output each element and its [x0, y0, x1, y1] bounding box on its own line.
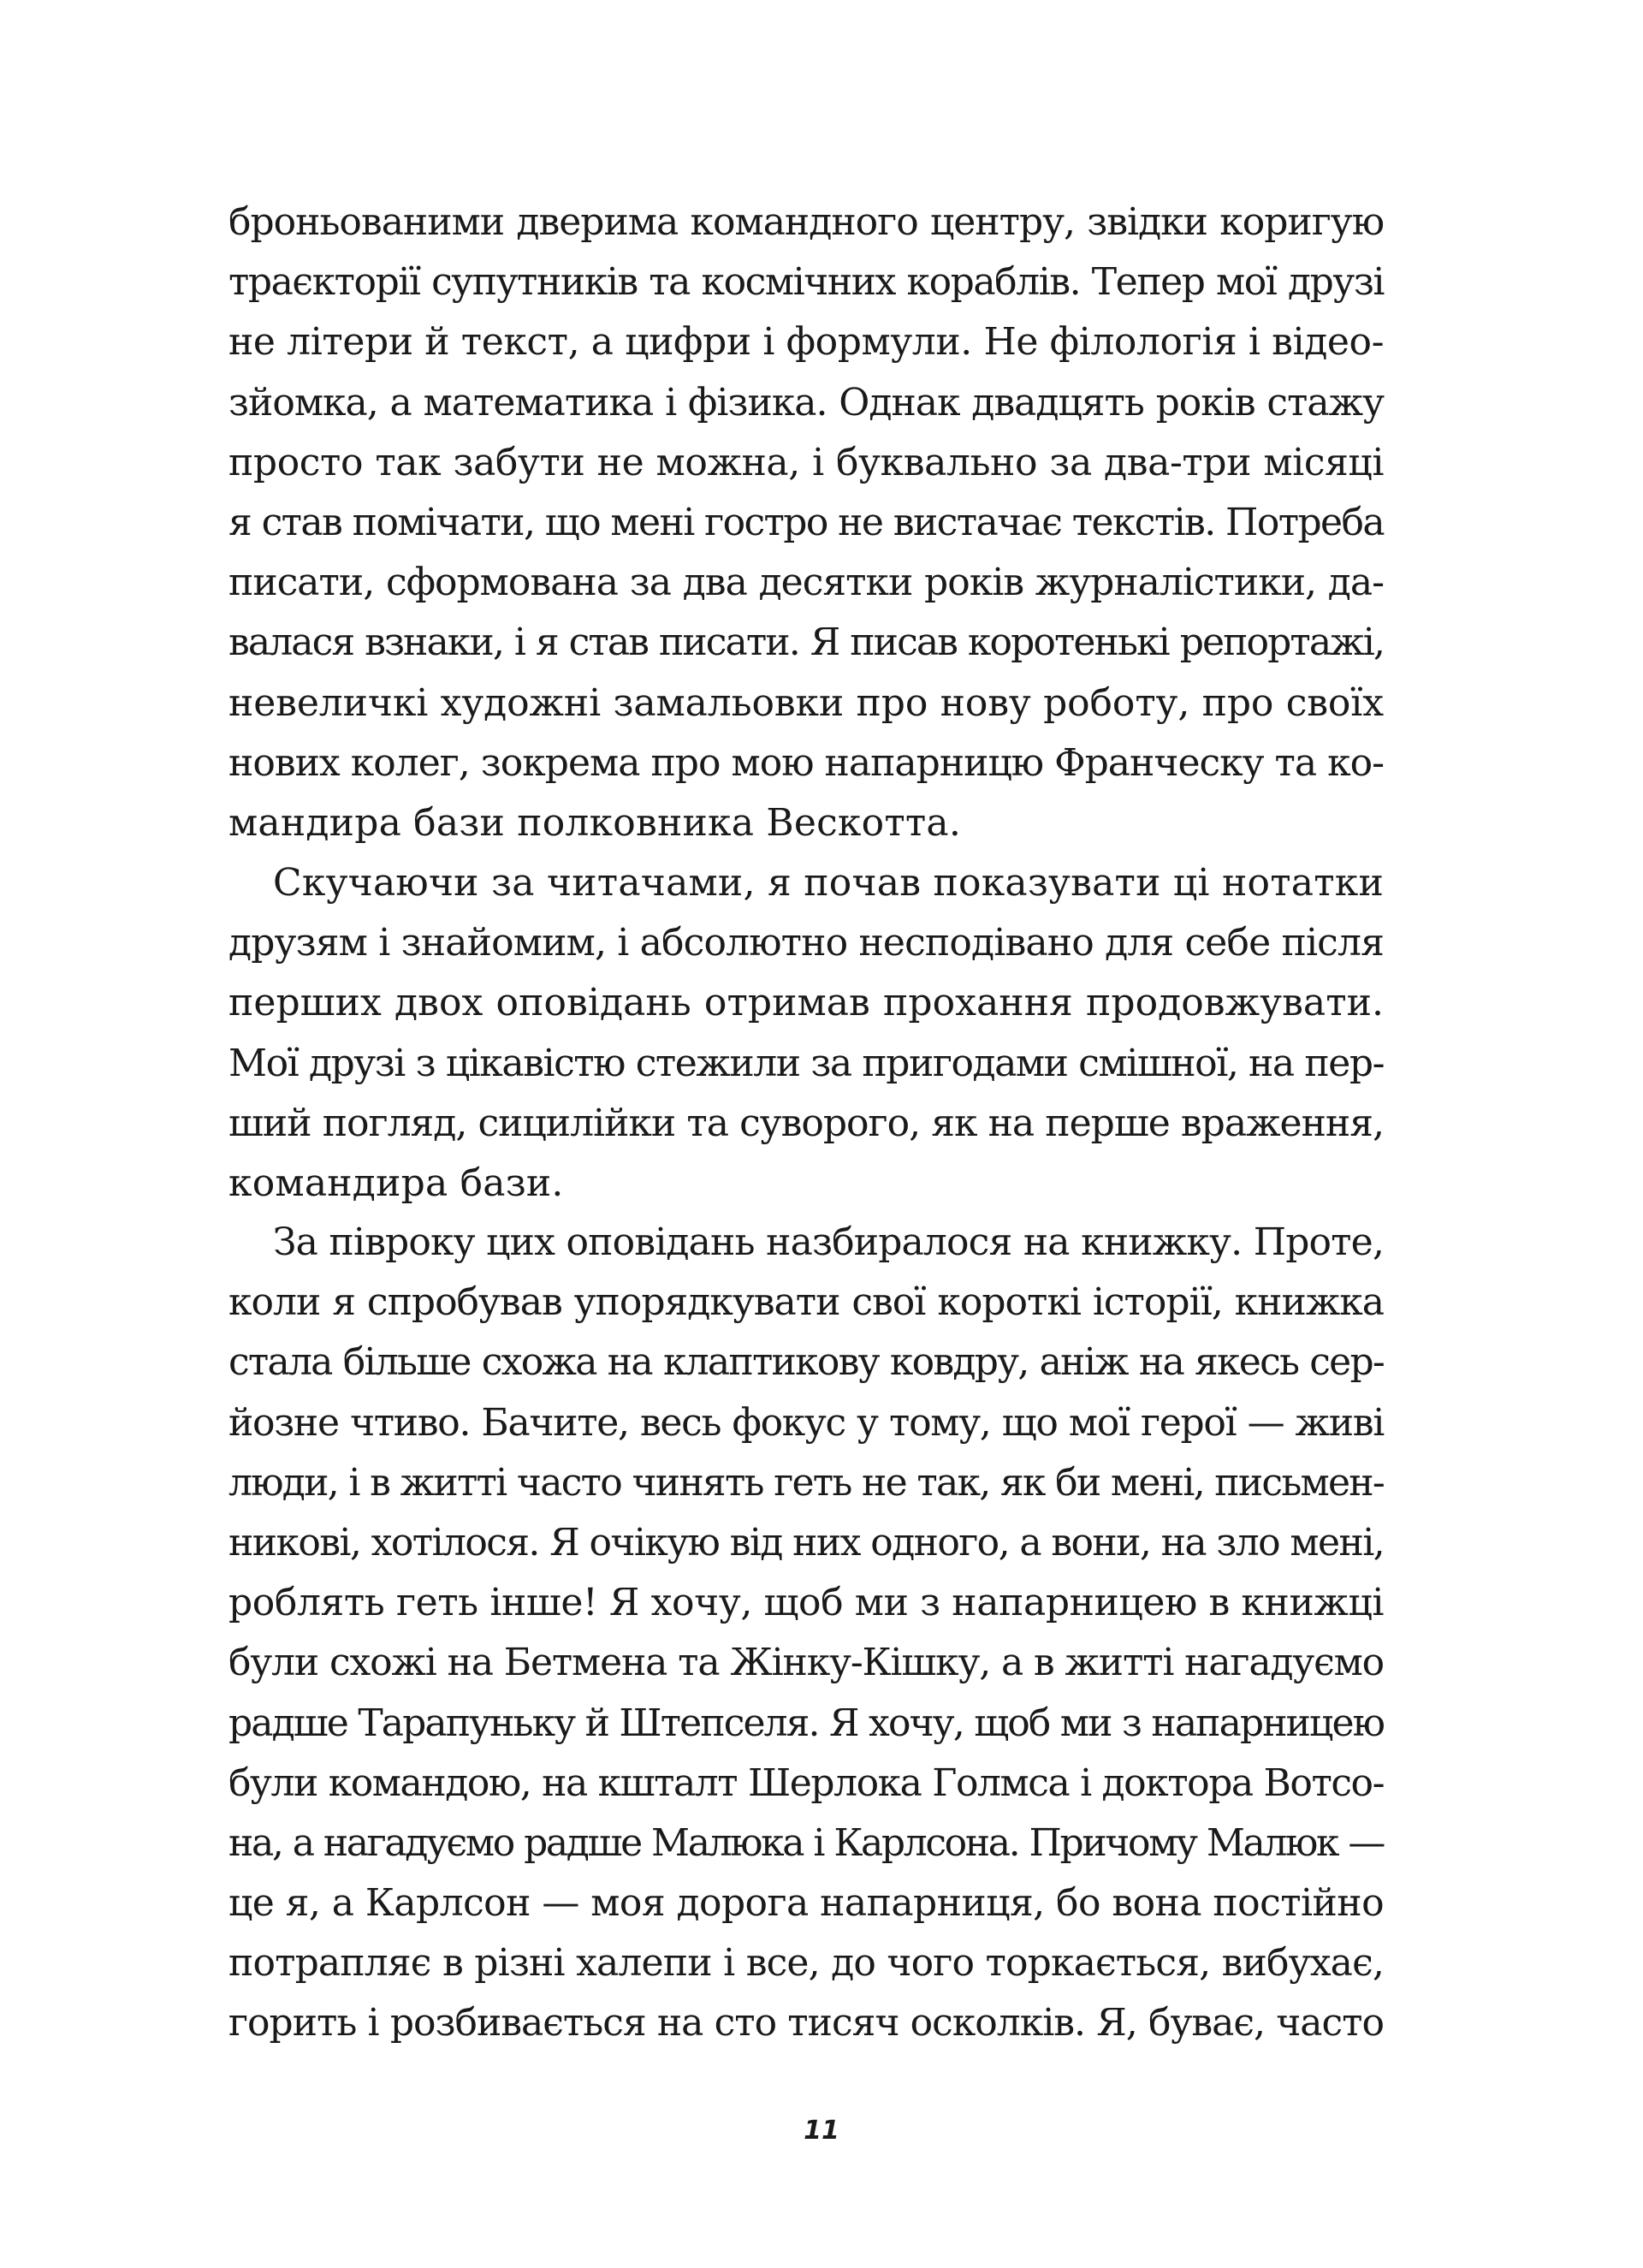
text-line: Мої друзі з цікавістю стежили за пригодами смішної, на пер- [228, 1041, 1384, 1085]
text-line: йозне чтиво. Бачите, весь фокус у тому, що мої герої — живі [228, 1400, 1384, 1445]
page-number: 11 [804, 2116, 839, 2146]
text-line: Скучаючи за читачами, я почав показувати ці нотатки [273, 861, 1384, 905]
text-line: роблять геть інше! Я хочу, щоб ми з напарницею в книжці [228, 1581, 1385, 1625]
text-line: траєкторії супутників та космічних кораблів. Тепер мої друзі [228, 260, 1384, 305]
text-line: мандира бази полковника Вескотта. [228, 800, 962, 845]
text-line: нових колег, зокрема про мою напарницю Франческу та ко- [228, 740, 1384, 785]
text-line: були схожі на Бетмена та Жінку-Кішку, а в житті нагадуємо [228, 1641, 1384, 1685]
text-line: никові, хотілося. Я очікую від них одного, а вони, на зло мені, [228, 1520, 1385, 1564]
text-line: люди, і в житті часто чинять геть не так, як би мені, письмен- [228, 1460, 1384, 1505]
text-line: на, а нагадуємо радше Малюка і Карлсона. Причому Малюк — [228, 1820, 1384, 1865]
paragraph-block-2 [228, 1213, 1384, 2054]
paragraph-block-1 [228, 193, 1384, 1214]
text-line: перших двох оповідань отримав прохання продовжувати. [228, 981, 1384, 1025]
text-line: зйомка, а математика і фізика. Однак двадцять років стажу [228, 380, 1384, 425]
text-line: не літери й текст, а цифри і формули. Не філологія і відео- [228, 320, 1385, 365]
text-line: радше Тарапуньку й Штепселя. Я хочу, щоб ми з напарницею [228, 1701, 1384, 1745]
text-line: броньованими дверима командного центру, звідки коригую [228, 200, 1384, 244]
text-line: командира бази. [228, 1161, 564, 1205]
text-line: горить і розбивається на сто тисяч осколків. Я, буває, часто [228, 2001, 1384, 2045]
text-line: невеличкі художні замальовки про нову роботу, про своїх [228, 680, 1384, 725]
text-line: стала більше схожа на клаптикову ковдру, аніж на якесь сер- [228, 1340, 1384, 1385]
text-line: валася взнаки, і я став писати. Я писав коротенькі репортажі, [228, 620, 1384, 665]
text-line: ший погляд, сицилійки та суворого, як на перше враження, [228, 1101, 1384, 1145]
text-line: друзям і знайомим, і абсолютно несподівано для себе після [228, 921, 1384, 965]
text-line: це я, а Карлсон — моя дорога напарниця, бо вона постійно [228, 1881, 1385, 1926]
text-line: я став помічати, що мені гостро не вистачає текстів. Потреба [228, 500, 1384, 544]
text-line: писати, сформована за два десятки років журналістики, да- [228, 561, 1384, 605]
text-line: потрапляє в різні халепи і все, до чого торкається, вибухає, [228, 1941, 1384, 1986]
text-line: За півроку цих оповідань назбиралося на книжку. Проте, [273, 1220, 1384, 1264]
text-line: були командою, на кшталт Шерлока Голмса і доктора Вотсо- [228, 1760, 1384, 1805]
text-line: коли я спробував упорядкувати свої короткі історії, книжка [228, 1280, 1384, 1325]
text-line: просто так забути не можна, і буквально за два-три місяці [228, 440, 1384, 484]
